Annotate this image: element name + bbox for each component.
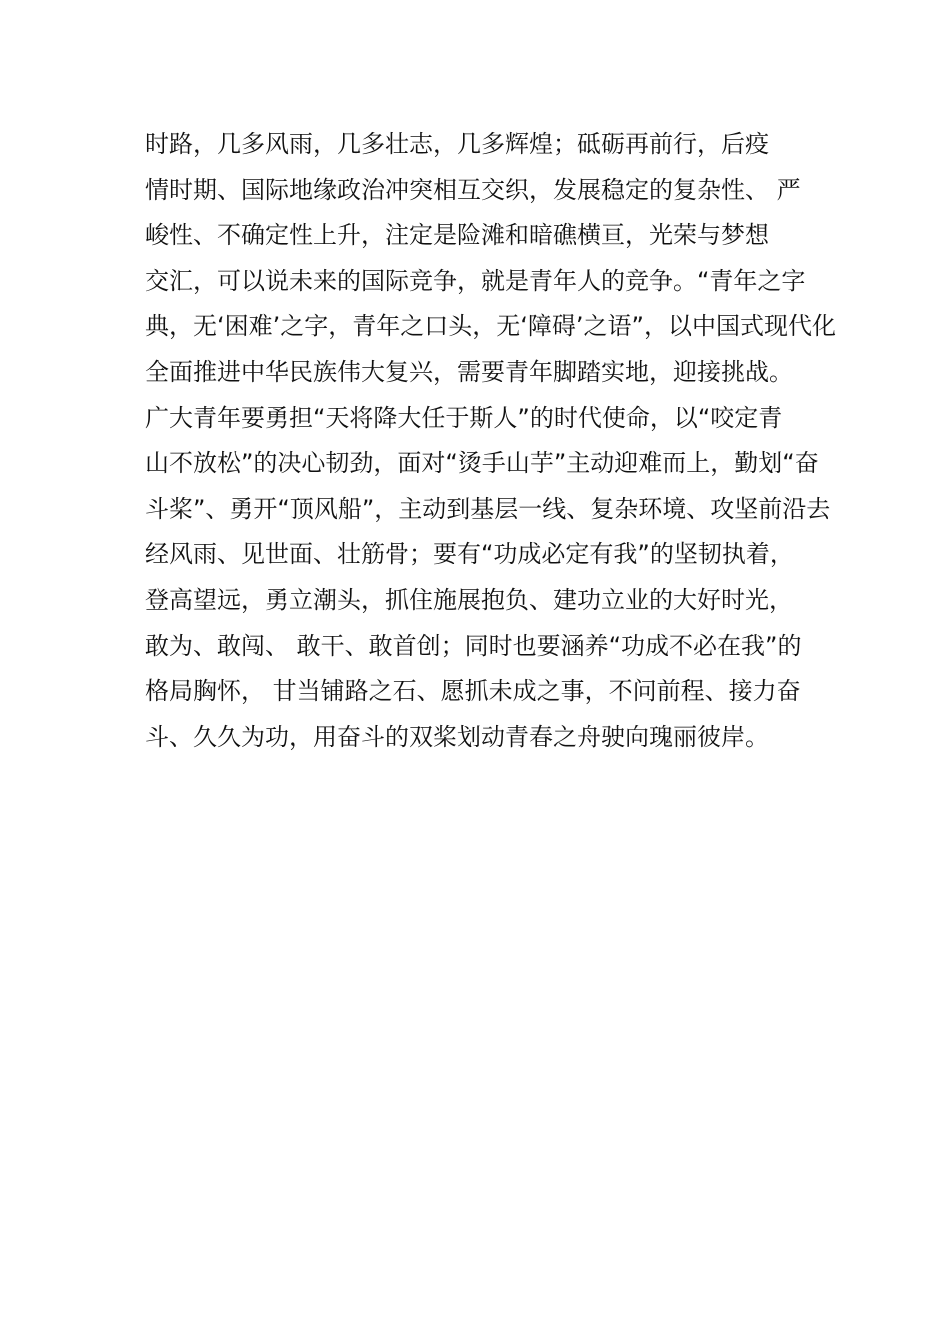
text-line-9: 斗桨”、勇开“顶风船”，主动到基层一线、复杂环境、攻坚前沿去 — [145, 494, 831, 523]
text-line-6: 全面推进中华民族伟大复兴，需要青年脚踏实地，迎接挑战。 — [145, 357, 793, 386]
text-line-14: 斗、久久为功，用奋斗的双桨划动青春之舟驶向瑰丽彼岸。 — [145, 722, 769, 751]
body-paragraph — [145, 122, 835, 760]
text-line-8: 山不放松”的决心韧劲，面对“烫手山芋”主动迎难而上，勤划“奋 — [145, 449, 819, 478]
text-line-2: 情时期、国际地缘政治冲突相互交织，发展稳定的复杂性、 严 — [145, 175, 801, 204]
text-line-1: 时路，几多风雨，几多壮志，几多辉煌；砥砺再前行，后疫 — [145, 130, 769, 158]
text-line-13: 格局胸怀， 甘当铺路之石、愿抓未成之事，不问前程、接力奋 — [145, 677, 801, 706]
text-line-5: 典，无‘困难’之字，青年之口头，无‘障碍’之语”，以中国式现代化 — [145, 312, 836, 341]
text-line-10: 经风雨、见世面、壮筋骨；要有“功成必定有我”的坚韧执着， — [145, 540, 794, 569]
text-line-4: 交汇，可以说未来的国际竞争，就是青年人的竞争。“青年之字 — [145, 266, 806, 295]
text-line-11: 登高望远，勇立潮头，抓住施展抱负、建功立业的大好时光， — [145, 585, 793, 614]
text-line-7: 广大青年要勇担“天将降大任于斯人”的时代使命，以“咬定青 — [145, 403, 783, 432]
text-line-12: 敢为、敢闯、 敢干、敢首创；同时也要涵养“功成不必在我”的 — [145, 631, 802, 660]
text-line-3: 峻性、不确定性上升，注定是险滩和暗礁横亘，光荣与梦想 — [145, 221, 769, 250]
